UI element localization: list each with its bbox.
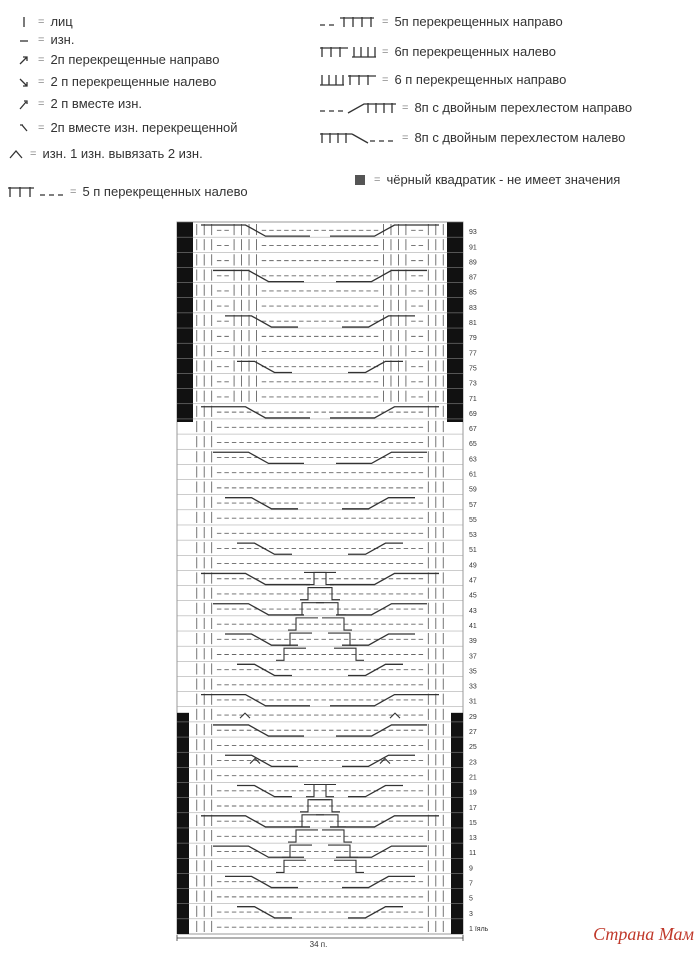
legend-equals: = bbox=[38, 53, 45, 66]
row-number: 7 bbox=[469, 880, 473, 888]
row-stitches bbox=[197, 875, 444, 886]
row-number: 87 bbox=[469, 274, 477, 282]
cable-cross bbox=[237, 907, 292, 918]
row-stitches bbox=[197, 860, 444, 871]
row-stitches bbox=[197, 436, 444, 447]
caret-mark bbox=[240, 713, 250, 718]
legend-equals: = bbox=[38, 15, 45, 28]
row-number: 49 bbox=[469, 562, 477, 570]
cable-cross bbox=[348, 786, 403, 797]
black-bar-right-top bbox=[447, 222, 463, 422]
row-number: 41 bbox=[469, 622, 477, 630]
row-number: 69 bbox=[469, 410, 477, 418]
row-stitches bbox=[197, 330, 444, 341]
legend-equals: = bbox=[402, 131, 409, 144]
row-number: 81 bbox=[469, 320, 477, 328]
row-stitches bbox=[197, 663, 444, 674]
row-number: 13 bbox=[469, 835, 477, 843]
cable-cross bbox=[237, 664, 292, 675]
legend-label: 6п перекрещенных налево bbox=[394, 44, 557, 59]
cable-cross bbox=[237, 361, 292, 372]
legend-label: 5п перекрещенных направо bbox=[394, 14, 563, 29]
black-bar-right-bottom bbox=[451, 713, 463, 934]
legend-equals: = bbox=[38, 33, 45, 46]
row-stitches bbox=[197, 648, 444, 659]
row-number: 73 bbox=[469, 380, 477, 388]
cable-cross bbox=[237, 786, 292, 797]
row-stitches bbox=[197, 891, 444, 902]
row-stitches bbox=[197, 375, 444, 386]
row-stitches bbox=[197, 785, 444, 796]
row-number: 25 bbox=[469, 744, 477, 752]
row-number: 59 bbox=[469, 486, 477, 494]
legend-label: 2 п вместе изн. bbox=[50, 96, 143, 111]
legend-label: 6 п перекрещенных направо bbox=[394, 72, 567, 87]
row-number: 31 bbox=[469, 698, 477, 706]
legend-label: 5 п перекрещенных налево bbox=[82, 184, 248, 199]
black-bar-left-top bbox=[177, 222, 193, 422]
row-stitches bbox=[197, 451, 444, 462]
row-stitches bbox=[197, 542, 444, 553]
row-stitches bbox=[197, 285, 444, 296]
row-stitches bbox=[197, 739, 444, 750]
row-number: 9 bbox=[469, 865, 473, 873]
row-stitches bbox=[197, 800, 444, 811]
cable-cross bbox=[348, 664, 403, 675]
chart-frame bbox=[177, 222, 463, 934]
row-number: 37 bbox=[469, 653, 477, 661]
row-stitches bbox=[197, 512, 444, 523]
legend-equals: = bbox=[38, 75, 45, 88]
legend-label: изн. 1 изн. вывязать 2 изн. bbox=[42, 146, 203, 161]
cable-cross bbox=[348, 543, 403, 554]
row-number: 43 bbox=[469, 607, 477, 615]
row-number: 83 bbox=[469, 304, 477, 312]
row-number: 45 bbox=[469, 592, 477, 600]
row-number: 23 bbox=[469, 759, 477, 767]
legend-equals: = bbox=[374, 173, 381, 186]
row-stitches bbox=[197, 769, 444, 780]
row-stitches bbox=[197, 588, 444, 599]
legend-equals: = bbox=[38, 121, 45, 134]
row-number: 61 bbox=[469, 471, 477, 479]
row-number: 89 bbox=[469, 259, 477, 267]
row-stitches bbox=[197, 618, 444, 629]
row-number: 53 bbox=[469, 532, 477, 540]
row-number: 29 bbox=[469, 713, 477, 721]
row-stitches bbox=[197, 603, 444, 614]
black-bar-left-bottom bbox=[177, 713, 189, 934]
row-number: 39 bbox=[469, 638, 477, 646]
row-number: 77 bbox=[469, 350, 477, 358]
row-stitches bbox=[197, 360, 444, 371]
row-number: 65 bbox=[469, 441, 477, 449]
row-number: 55 bbox=[469, 516, 477, 524]
cable-cross bbox=[348, 907, 403, 918]
row-stitches bbox=[197, 845, 444, 856]
row-number: 5 bbox=[469, 895, 473, 903]
row-number: 47 bbox=[469, 577, 477, 585]
caret-mark bbox=[390, 713, 400, 718]
legend-equals: = bbox=[382, 15, 389, 28]
row-stitches bbox=[197, 345, 444, 356]
row-stitches bbox=[197, 906, 444, 917]
row-stitches bbox=[197, 466, 444, 477]
row-stitches bbox=[197, 300, 444, 311]
legend-equals: = bbox=[70, 185, 77, 198]
row-number: 33 bbox=[469, 683, 477, 691]
row-stitches bbox=[197, 254, 444, 265]
row-stitches bbox=[197, 527, 444, 538]
row-stitches bbox=[197, 815, 444, 826]
row-number: 35 bbox=[469, 668, 477, 676]
legend-equals: = bbox=[382, 45, 389, 58]
chart-width-label: 34 п. bbox=[309, 940, 328, 949]
row-number: 91 bbox=[469, 244, 477, 252]
row-number: 67 bbox=[469, 426, 477, 434]
legend-label: 8п с двойным перехлестом направо bbox=[414, 100, 633, 115]
legend-label: 2п перекрещенные направо bbox=[50, 52, 220, 67]
cable-cross bbox=[348, 361, 403, 372]
row-number: 85 bbox=[469, 289, 477, 297]
row-stitches bbox=[197, 269, 444, 280]
legend-equals: = bbox=[402, 101, 409, 114]
row-number: 75 bbox=[469, 365, 477, 373]
row-number: 63 bbox=[469, 456, 477, 464]
legend-equals: = bbox=[38, 97, 45, 110]
row-number: 21 bbox=[469, 774, 477, 782]
legend-label: чёрный квадратик - не имеет значения bbox=[386, 172, 621, 187]
row-stitches bbox=[197, 406, 444, 417]
row-stitches bbox=[197, 709, 444, 720]
row-number: 19 bbox=[469, 789, 477, 797]
row-stitches bbox=[197, 633, 444, 644]
row-stitches bbox=[197, 239, 444, 250]
row-stitches bbox=[197, 482, 444, 493]
row-stitches bbox=[197, 830, 444, 841]
row-number: 57 bbox=[469, 501, 477, 509]
legend-label: 8п с двойным перехлестом налево bbox=[414, 130, 626, 145]
legend-equals: = bbox=[382, 73, 389, 86]
row-number: 27 bbox=[469, 729, 477, 737]
row-number: 51 bbox=[469, 547, 477, 555]
row-number: 79 bbox=[469, 335, 477, 343]
legend-equals: = bbox=[30, 147, 37, 160]
row-number: 15 bbox=[469, 819, 477, 827]
legend-label: 2п вместе изн. перекрещенной bbox=[50, 120, 238, 135]
row-stitches bbox=[197, 678, 444, 689]
row-stitches bbox=[197, 694, 444, 705]
watermark-logo: Страна Мам bbox=[593, 924, 694, 944]
row-stitches bbox=[197, 224, 444, 235]
row-number: 71 bbox=[469, 395, 477, 403]
row-stitches bbox=[197, 557, 444, 568]
row-stitches bbox=[197, 421, 444, 432]
row-stitches bbox=[197, 497, 444, 508]
row-number: 3 bbox=[469, 910, 473, 918]
legend-label: лиц bbox=[50, 14, 73, 29]
cable-cross bbox=[237, 543, 292, 554]
row-number: 1 їяль bbox=[469, 925, 489, 933]
row-number: 17 bbox=[469, 804, 477, 812]
row-stitches bbox=[197, 921, 444, 932]
row-stitches bbox=[197, 315, 444, 326]
row-stitches bbox=[197, 391, 444, 402]
row-stitches bbox=[197, 754, 444, 765]
legend-label: изн. bbox=[50, 32, 75, 47]
row-number: 93 bbox=[469, 229, 477, 237]
row-number: 11 bbox=[469, 850, 477, 858]
legend-label: 2 п перекрещенные налево bbox=[50, 74, 217, 89]
row-stitches bbox=[197, 572, 444, 583]
row-stitches bbox=[197, 724, 444, 735]
